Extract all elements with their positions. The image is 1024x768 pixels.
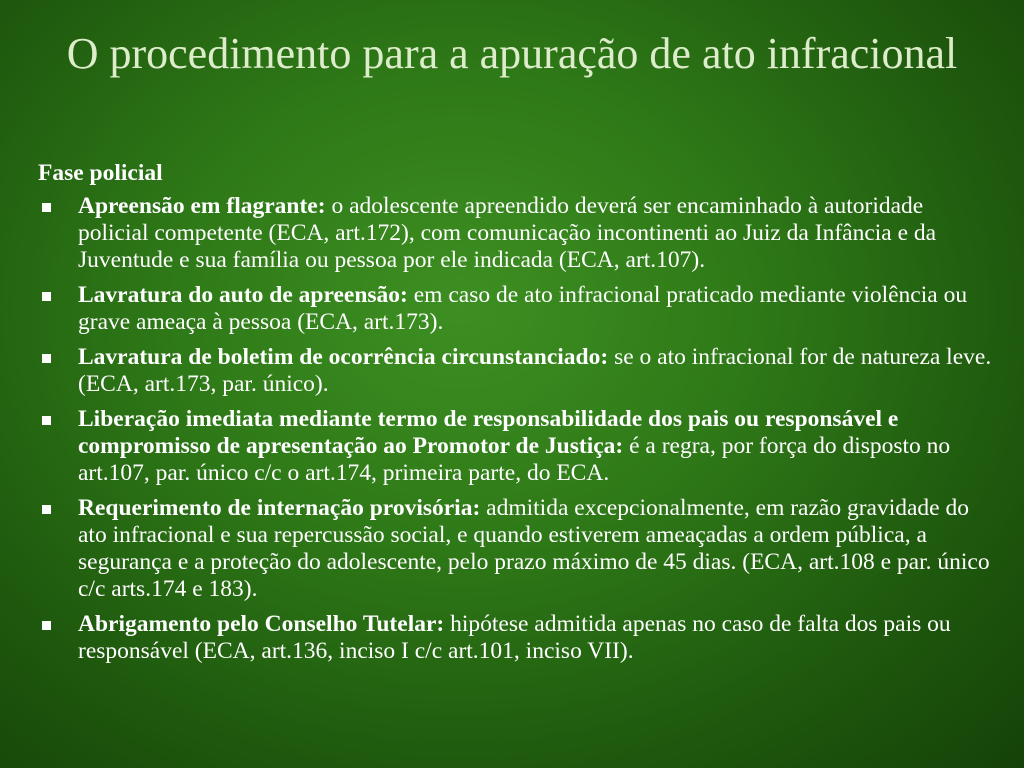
square-bullet-icon <box>42 354 51 363</box>
bullet-text: o adolescente apreendido deverá ser encaminhado à autoridade policial competente (ECA, art.172), com comunicação incontinenti ao Juiz da Infância e da Juventude e sua família ou pessoa por ele indicada (ECA, art.107). <box>78 193 937 273</box>
bullet-text: em caso de ato infracional praticado mediante violência ou grave ameaça à pessoa (ECA, art.173). <box>78 282 968 335</box>
bullet-lead: Abrigamento pelo Conselho Tutelar: <box>78 611 445 637</box>
bullet-lead: Requerimento de internação provisória: <box>78 495 481 521</box>
bullet-item <box>38 611 998 665</box>
bullet-text: admitida excepcionalmente, em razão gravidade do ato infracional e sua repercussão social, e quando estiverem ameaçadas a ordem pública, a segurança e a proteção do adolescente, pelo prazo máximo de 45 dias. (ECA, art.108 e par. único c/c arts.174 e 183). <box>78 495 990 602</box>
section-subhead: Fase policial <box>38 160 163 186</box>
square-bullet-icon <box>42 416 51 425</box>
bullet-lead: Apreensão em flagrante: <box>78 193 326 219</box>
square-bullet-icon <box>42 621 51 630</box>
bullet-text: é a regra, por força do disposto no art.107, par. único c/c o art.174, primeira parte, do ECA. <box>78 433 951 486</box>
bullet-item <box>38 193 998 274</box>
bullet-text: se o ato infracional for de natureza leve. (ECA, art.173, par. único). <box>78 344 992 397</box>
bullet-item <box>38 282 998 336</box>
bullet-lead: Lavratura de boletim de ocorrência circunstanciado: <box>78 344 609 370</box>
bullet-lead: Liberação imediata mediante termo de responsabilidade dos pais ou responsável e compromisso de apresentação ao Promotor de Justiça: <box>78 406 899 459</box>
bullet-item <box>38 406 998 487</box>
bullet-lead: Lavratura do auto de apreensão: <box>78 282 408 308</box>
square-bullet-icon <box>42 292 51 301</box>
bullet-item <box>38 495 998 603</box>
bullet-text: hipótese admitida apenas no caso de falta dos pais ou responsável (ECA, art.136, inciso I c/c art.101, inciso VII). <box>78 611 951 664</box>
bullet-list <box>38 193 998 665</box>
slide-title: O procedimento para a apuração de ato infracional <box>66 29 958 78</box>
square-bullet-icon <box>42 203 51 212</box>
bullet-item <box>38 344 998 398</box>
slide-content <box>38 160 998 673</box>
square-bullet-icon <box>42 505 51 514</box>
